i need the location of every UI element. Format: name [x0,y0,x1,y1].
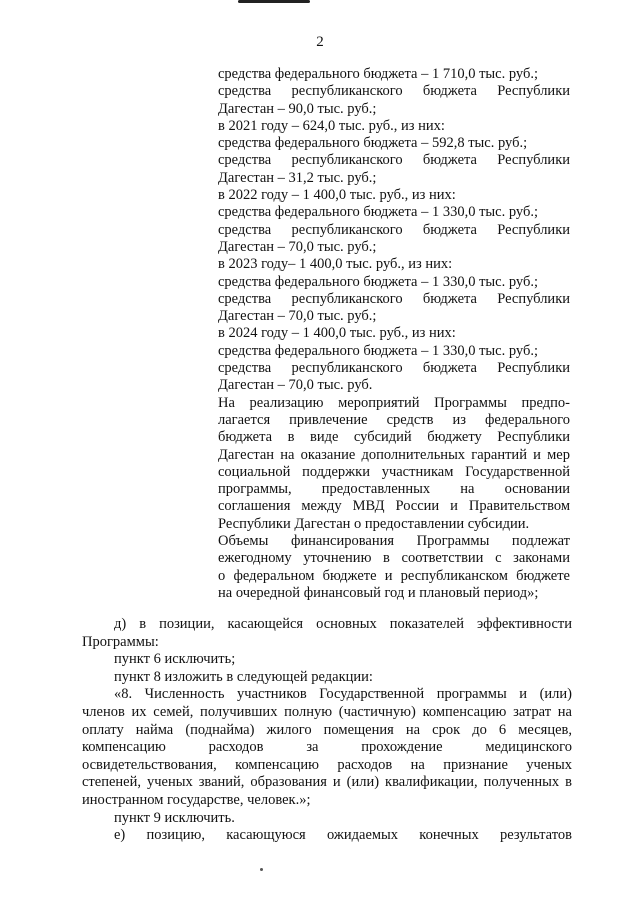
column-line: социальной поддержки участникам Государственной [218,463,570,480]
body-line: компенсацию расходов за прохождение медицинского [82,739,572,756]
column-line: средства федерального бюджета – 1 330,0 тыс. руб.; [218,204,538,221]
column-line: Объемы финансирования Программы подлежат [218,533,570,550]
column-line: Дагестан – 70,0 тыс. руб. [218,377,373,394]
column-line: в 2024 году – 1 400,0 тыс. руб., из них: [218,325,456,342]
column-line: Дагестан – 31,2 тыс. руб.; [218,169,377,186]
column-line: Дагестан – 70,0 тыс. руб.; [218,238,377,255]
column-line: средства республиканского бюджета Республики [218,221,570,238]
column-line: средства федерального бюджета – 592,8 тыс. руб.; [218,135,528,152]
body-line: иностранном государстве, человек.»; [82,791,311,808]
column-line: средства федерального бюджета – 1 330,0 тыс. руб.; [218,342,538,359]
column-line: на очередной финансовый год и плановый период»; [218,584,539,601]
column-line: в 2021 году – 624,0 тыс. руб., из них: [218,117,445,134]
body-line: пункт 9 исключить. [114,809,235,826]
column-line: соглашения между МВД России и Правительством [218,498,570,515]
column-line: Дагестан – 70,0 тыс. руб.; [218,308,377,325]
column-line: На реализацию мероприятий Программы предпо- [218,394,570,411]
scan-speck [260,868,263,871]
column-line: средства республиканского бюджета Республики [218,290,570,307]
column-line: ежегодному уточнению в соответствии с законами [218,550,570,567]
column-line: средства республиканского бюджета Республики [218,152,570,169]
body-line: оплату найма (поднайма) жилого помещения на срок до 6 месяцев, [82,721,572,738]
column-line: программы, предоставленных на основании [218,481,570,498]
body-line: пункт 6 исключить; [114,651,236,668]
funding-column [218,66,570,602]
body-line: е) позицию, касающуюся ожидаемых конечных результатов [114,827,572,844]
page-number: 2 [316,34,324,50]
body-line: пункт 8 изложить в следующей редакции: [114,668,373,685]
column-line: о федеральном бюджете и республиканском бюджете [218,567,570,584]
body-line: д) в позиции, касающейся основных показателей эффективности [114,616,572,632]
amendments-body [82,616,572,845]
column-line: Дагестан на оказание дополнительных гарантий и мер [218,446,570,463]
column-line: бюджета в виде субсидий бюджету Республики [218,429,570,446]
column-line: в 2023 году– 1 400,0 тыс. руб., из них: [218,256,453,273]
column-line: средства республиканского бюджета Республики [218,83,570,100]
body-line: Программы: [82,633,159,650]
column-line: средства федерального бюджета – 1 710,0 тыс. руб.; [218,66,538,82]
body-line: «8. Численность участников Государственной программы и (или) [114,686,572,703]
column-line: в 2022 году – 1 400,0 тыс. руб., из них: [218,187,456,204]
column-line: Республики Дагестан о предоставлении субсидии. [218,515,530,532]
column-line: средства республиканского бюджета Республики [218,360,570,377]
column-line: Дагестан – 90,0 тыс. руб.; [218,100,377,117]
column-line: средства федерального бюджета – 1 330,0 тыс. руб.; [218,273,538,290]
body-line: степеней, ученых званий, образования и (или) квалификации, полученных в [82,774,572,791]
body-line: освидетельствования, компенсацию расходов на признание ученых [82,756,572,773]
body-line: членов их семей, получивших полную (частичную) компенсацию затрат на [82,703,572,720]
scan-mark [238,0,310,3]
column-line: лагается привлечение средств из федерального [218,411,570,428]
